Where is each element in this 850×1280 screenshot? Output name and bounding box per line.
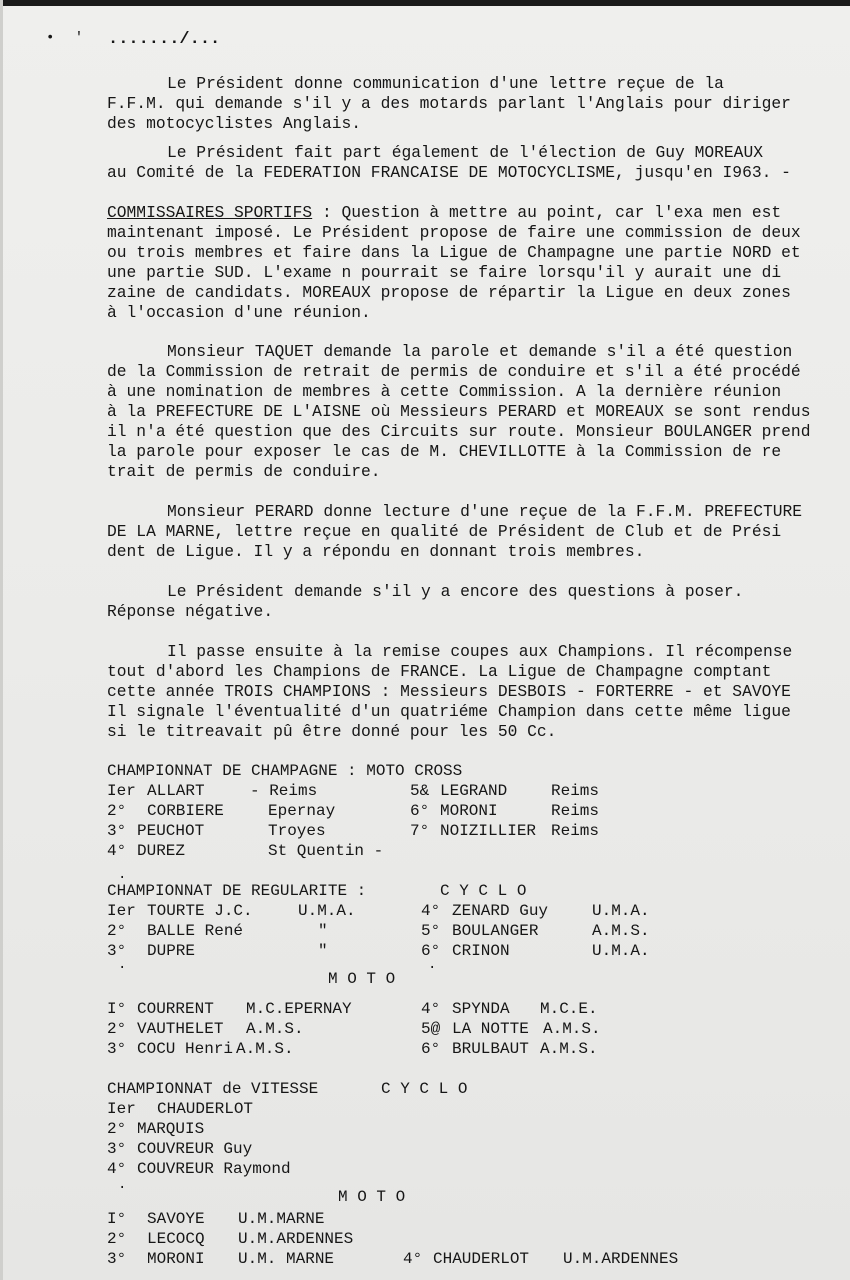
text-line: la parole pour exposer le cas de M. CHEVILLOTTE à la Commission de re [107, 442, 782, 461]
rider-name: LEGRAND [440, 782, 508, 800]
rider-club: M.C.E. [540, 1000, 598, 1018]
rider-club: A.M.S. [543, 1020, 601, 1038]
regularite-title: CHAMPIONNAT DE REGULARITE : [107, 882, 367, 900]
paragraph-commissaires [107, 203, 837, 323]
rider-name: MARQUIS [137, 1120, 205, 1138]
rider-town: Reims [551, 822, 600, 840]
rider-name: COUVREUR Guy [137, 1140, 253, 1158]
text-line: Il signale l'éventualité d'un quatriéme Champion dans cette même ligue [107, 702, 791, 721]
rider-name: NOIZILLIER [440, 822, 537, 840]
text-line: trait de permis de conduire. [107, 462, 381, 481]
rider-town: St Quentin - [268, 842, 384, 860]
rider-town: Troyes [268, 822, 326, 840]
text-line: maintenant imposé. Le Président propose de faire une commission de deux [107, 223, 801, 242]
text-line: Le Président donne communication d'une lettre reçue de la [167, 74, 724, 93]
rank: Ier [107, 1100, 136, 1118]
rank: 5& [410, 782, 430, 800]
rider-club: A.M.S. [236, 1040, 294, 1058]
rider-name: CRINON [452, 942, 510, 960]
rank: 7° [410, 822, 430, 840]
text-line: F.F.M. qui demande s'il y a des motards parlant l'Anglais pour diriger [107, 94, 791, 113]
text-line: Il passe ensuite à la remise coupes aux Champions. Il récompense [167, 642, 793, 661]
rider-name: CHAUDERLOT [157, 1100, 254, 1118]
speck: · [118, 870, 127, 886]
rank: 4° [421, 902, 441, 920]
text-line: Le Président demande s'il y a encore des questions à poser. [167, 582, 744, 601]
speck: · [118, 1180, 127, 1196]
rank: 3° [107, 942, 127, 960]
motocross-title: CHAMPIONNAT DE CHAMPAGNE : MOTO CROSS [107, 762, 463, 780]
text-line: DE LA MARNE, lettre reçue en qualité de Président de Club et de Prési [107, 522, 782, 541]
rider-name: COUVREUR Raymond [137, 1160, 291, 1178]
rider-name: DUREZ [137, 842, 186, 860]
regularite-moto-label: M O T O [328, 970, 396, 988]
rider-club: U.M.MARNE [238, 1210, 325, 1228]
rider-club: A.M.S. [246, 1020, 304, 1038]
rank: 2° [107, 922, 127, 940]
rank: 4° [107, 842, 127, 860]
text-line: Monsieur TAQUET demande la parole et demande s'il a été question [167, 342, 793, 361]
speck: · [428, 960, 437, 976]
rider-town: Reims [551, 782, 600, 800]
paragraph-ffm-letter [107, 74, 837, 134]
rider-club: " [318, 922, 328, 940]
text-line: à l'occasion d'une réunion. [107, 303, 371, 322]
text-line: Le Président fait part également de l'élection de Guy MOREAUX [167, 143, 763, 162]
rider-club: M.C.EPERNAY [246, 1000, 352, 1018]
text-line: de la Commission de retrait de permis de conduire et s'il a été procédé [107, 362, 801, 381]
text-line: ou trois membres et faire dans la Ligue de Champagne une partie NORD et [107, 243, 801, 262]
rider-club: U.M.ARDENNES [238, 1230, 354, 1248]
rider-club: A.M.S. [540, 1040, 598, 1058]
text-line: dent de Ligue. Il y a répondu en donnant trois membres. [107, 542, 645, 561]
rider-town: Epernay [268, 802, 336, 820]
margin-marks: • ' [46, 30, 90, 46]
rider-name: LA NOTTE [452, 1020, 529, 1038]
rider-name: DUPRE [147, 942, 196, 960]
text-line: des motocyclistes Anglais. [107, 114, 362, 133]
rank: 4° [421, 1000, 441, 1018]
rank: I° [107, 1210, 127, 1228]
paragraph-perard [107, 502, 837, 562]
rider-club: U.M.ARDENNES [563, 1250, 679, 1268]
rider-name: MORONI [440, 802, 498, 820]
rank: 6° [421, 942, 441, 960]
rank: I° [107, 1000, 127, 1018]
vitesse-title: CHAMPIONNAT de VITESSE [107, 1080, 319, 1098]
text-line: à une nomination de membres à cette Commission. A la dernière réunion [107, 382, 782, 401]
page-top-border [0, 0, 850, 6]
rider-name: ZENARD Guy [452, 902, 549, 920]
rider-name: ALLART [147, 782, 205, 800]
vitesse-moto-label: M O T O [338, 1188, 406, 1206]
rider-name: TOURTE J.C. [147, 902, 253, 920]
rider-club: A.M.S. [592, 922, 650, 940]
text-line: Réponse négative. [107, 602, 274, 621]
rank: 4° [403, 1250, 423, 1268]
continuation-marker: ......./... [108, 30, 221, 49]
paragraph-taquet [107, 342, 837, 482]
rider-name: BOULANGER [452, 922, 539, 940]
rider-club: U.M.A. [592, 902, 650, 920]
rank: 2° [107, 1230, 127, 1248]
rank: 3° [107, 1040, 127, 1058]
rider-name: BALLE René [147, 922, 244, 940]
rider-club: U.M.A. [592, 942, 650, 960]
rider-club: U.M. MARNE [238, 1250, 335, 1268]
text-line: à la PREFECTURE DE L'AISNE où Messieurs PERARD et MOREAUX se sont rendus [107, 402, 811, 421]
text-line: au Comité de la FEDERATION FRANCAISE DE MOTOCYCLISME, jusqu'en I963. - [107, 163, 791, 182]
text-line: cette année TROIS CHAMPIONS : Messieurs DESBOIS - FORTERRE - et SAVOYE [107, 682, 791, 701]
paragraph-questions [107, 582, 837, 622]
rank: 2° [107, 1120, 127, 1138]
text-line: il n'a été question que des Circuits sur route. Monsieur BOULANGER prend [107, 422, 811, 441]
rank: Ier [107, 782, 136, 800]
rider-name: SAVOYE [147, 1210, 205, 1228]
rider-name: BRULBAUT [452, 1040, 529, 1058]
rider-name: LECOCQ [147, 1230, 205, 1248]
rider-name: CORBIERE [147, 802, 224, 820]
rank: 5° [421, 922, 441, 940]
rank: 6° [421, 1040, 441, 1058]
regularite-cyclo-label: C Y C L O [440, 882, 527, 900]
rider-name: CHAUDERLOT [433, 1250, 530, 1268]
rider-town: - Reims [250, 782, 318, 800]
rank: 2° [107, 1020, 127, 1038]
text-line: : Question à mettre au point, car l'exa men est [312, 203, 782, 222]
page-left-edge [0, 0, 3, 1280]
rider-name: VAUTHELET [137, 1020, 224, 1038]
rider-name: PEUCHOT [137, 822, 205, 840]
text-line: zaine de candidats. MOREAUX propose de répartir la Ligue en deux zones [107, 283, 791, 302]
rider-name: COCU Henri [137, 1040, 234, 1058]
rank: 5@ [421, 1020, 441, 1038]
rank: Ier [107, 902, 136, 920]
rider-town: Reims [551, 802, 600, 820]
paragraph-election [107, 143, 837, 183]
rank: 3° [107, 822, 127, 840]
rank: 4° [107, 1160, 127, 1178]
speck: · [118, 960, 127, 976]
rider-club: " [318, 942, 328, 960]
vitesse-cyclo-label: C Y C L O [381, 1080, 468, 1098]
rider-name: SPYNDA [452, 1000, 510, 1018]
rank: 3° [107, 1140, 127, 1158]
text-line: Monsieur PERARD donne lecture d'une reçue de la F.F.M. PREFECTURE [167, 502, 803, 521]
rank: 6° [410, 802, 430, 820]
rider-name: COURRENT [137, 1000, 214, 1018]
rider-name: MORONI [147, 1250, 205, 1268]
text-line: si le titreavait pû être donné pour les 50 Cc. [107, 722, 557, 741]
text-line: tout d'abord les Champions de FRANCE. La Ligue de Champagne comptant [107, 662, 772, 681]
rank: 2° [107, 802, 127, 820]
rank: 3° [107, 1250, 127, 1268]
text-line: une partie SUD. L'exame n pourrait se faire lorsqu'il y aurait une di [107, 263, 782, 282]
paragraph-champions [107, 642, 837, 742]
rider-club: U.M.A. [298, 902, 356, 920]
section-heading-commissaires: COMMISSAIRES SPORTIFS [107, 203, 313, 222]
